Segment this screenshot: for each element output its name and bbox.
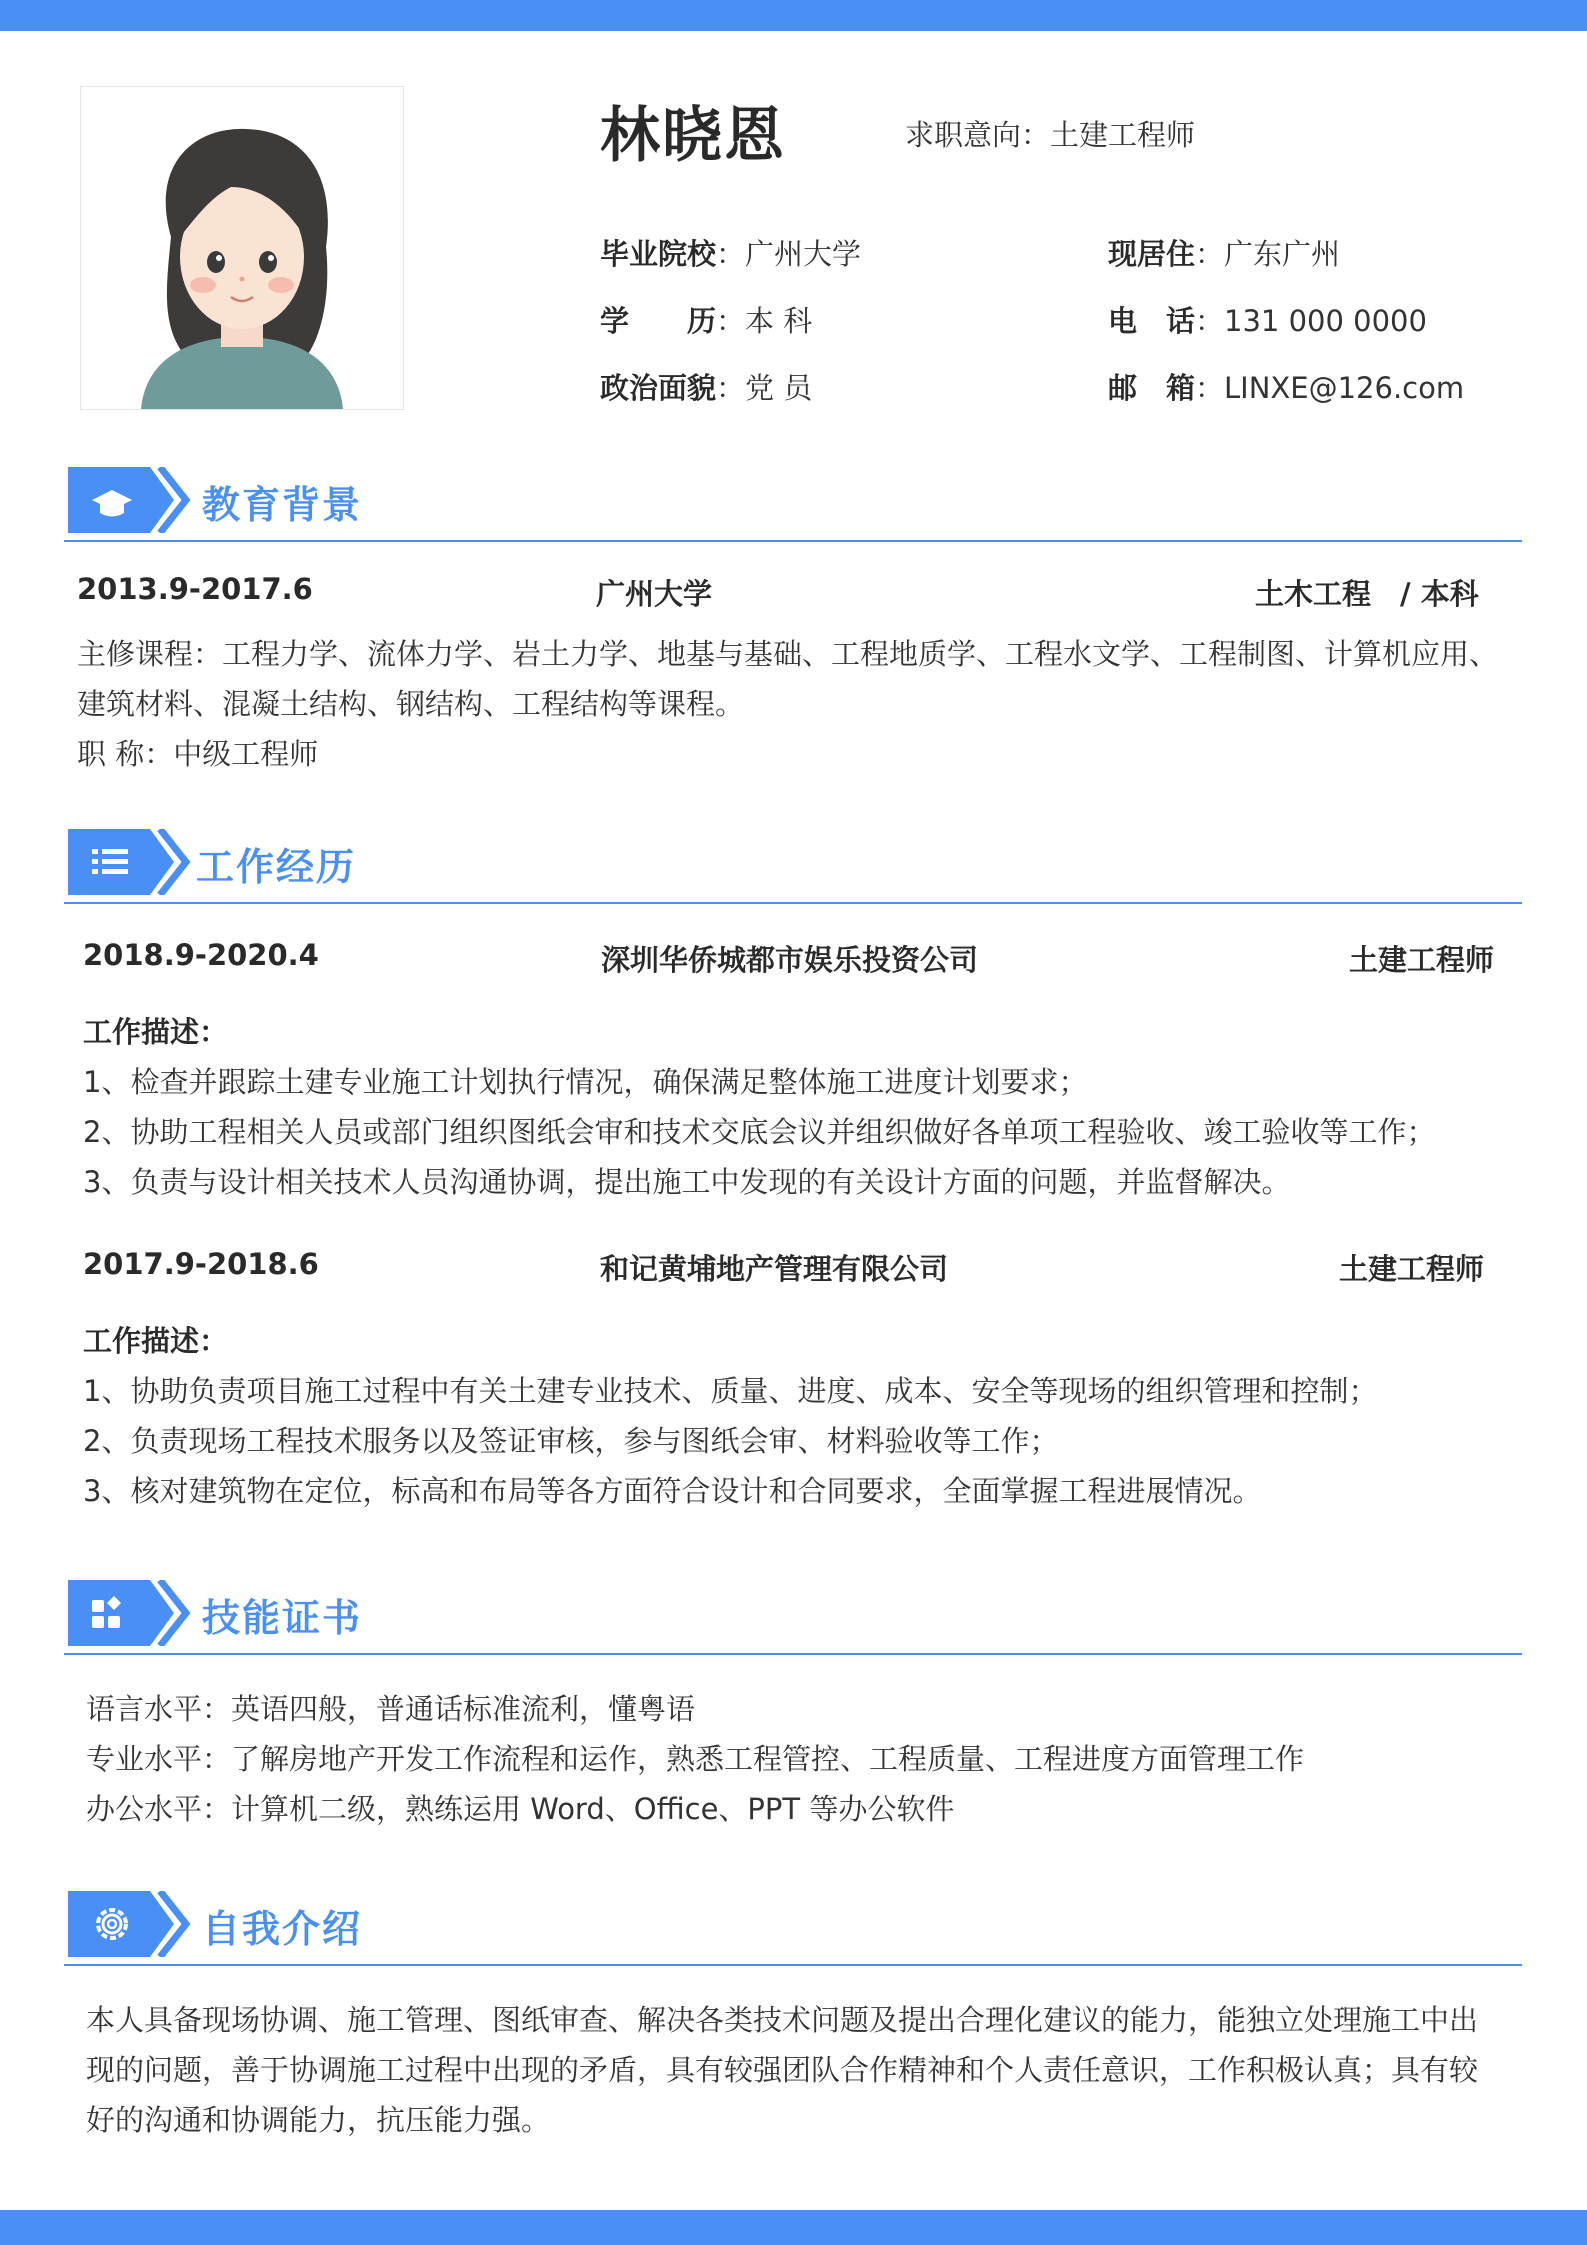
job-intent: 求职意向：土建工程师 [905,118,1196,152]
section-skills-header [64,1577,1522,1657]
bottom-accent-bar [0,2210,1587,2245]
section-about-header [64,1888,1522,1968]
info-degree [600,299,812,340]
education-title: 职 称：中级工程师 [77,737,319,771]
section-title: 工作经历 [196,845,357,889]
section-divider [64,1653,1522,1655]
job-role: 土建工程师 [1339,1252,1485,1286]
section-work-header [64,826,1522,906]
education-school: 广州大学 [596,577,713,611]
info-phone [1108,299,1427,340]
job-desc-item: 3、负责与设计相关技术人员沟通协调，提出施工中发现的有关设计方面的问题，并监督解决。 [83,1165,1291,1199]
info-value: ：广东广州 [1195,237,1341,271]
education-period: 2013.9-2017.6 [77,572,313,606]
info-value: ：广州大学 [716,237,862,271]
section-divider [64,902,1522,904]
job-company: 深圳华侨城都市娱乐投资公司 [601,943,979,977]
skill-item: 办公水平：计算机二级，熟练运用 Word、Office、PPT 等办公软件 [86,1792,955,1826]
job-company: 和记黄埔地产管理有限公司 [600,1252,949,1286]
skill-item: 语言水平：英语四般，普通话标准流利，懂粤语 [86,1692,696,1726]
section-title: 教育背景 [202,483,363,527]
section-divider [64,540,1522,542]
section-education-header [64,464,1522,544]
education-major: 土木工程 / 本科 [1255,577,1479,611]
education-courses-line: 主修课程：工程力学、流体力学、岩土力学、地基与基础、工程地质学、工程水文学、工程制图、计算机应用、 [77,637,1499,671]
job-period: 2018.9-2020.4 [83,938,319,972]
info-value: ：131 000 0000 [1195,304,1427,338]
job-desc-label: 工作描述： [83,1015,229,1049]
section-title: 技能证书 [202,1596,363,1640]
job-desc-item: 1、协助负责项目施工过程中有关土建专业技术、质量、进度、成本、安全等现场的组织管理和控制； [83,1374,1378,1408]
info-label: 政治面貌 [600,371,717,405]
job-desc-label: 工作描述： [83,1324,229,1358]
job-role: 土建工程师 [1349,943,1495,977]
section-divider [64,1964,1522,1966]
info-value: ：党 员 [716,371,813,405]
info-email [1108,366,1464,407]
job-desc-item: 3、核对建筑物在定位，标高和布局等各方面符合设计和合同要求，全面掌握工程进展情况。 [83,1474,1262,1508]
top-accent-bar [0,0,1587,31]
job-desc-item: 1、检查并跟踪土建专业施工计划执行情况，确保满足整体施工进度计划要求； [83,1065,1088,1099]
info-label: 毕业院校 [600,237,717,271]
info-label: 现居住 [1108,237,1196,271]
info-value: ：本 科 [716,304,813,338]
info-value: ：LINXE@126.com [1195,371,1465,405]
job-desc-item: 2、协助工程相关人员或部门组织图纸会审和技术交底会议并组织做好各单项工程验收、竣工验收等工作； [83,1115,1436,1149]
candidate-name: 林晓恩 [600,101,786,171]
job-desc-item: 2、负责现场工程技术服务以及签证审核，参与图纸会审、材料验收等工作； [83,1424,1059,1458]
job-period: 2017.9-2018.6 [83,1247,319,1281]
avatar [80,86,404,410]
info-politics [600,366,812,407]
info-label: 电 话 [1108,304,1196,338]
info-label: 邮 箱 [1108,371,1196,405]
section-title: 自我介绍 [202,1907,363,1951]
education-courses-line: 建筑材料、混凝土结构、钢结构、工程结构等课程。 [77,687,745,721]
skill-item: 专业水平：了解房地产开发工作流程和运作，熟悉工程管控、工程质量、工程进度方面管理工作 [86,1742,1305,1776]
info-label: 学 历 [600,304,717,338]
about-text: 本人具备现场协调、施工管理、图纸审查、解决各类技术问题及提出合理化建议的能力，能独立处理施工中出现的问题，善于协调施工过程中出现的矛盾，具有较强团队合作精神和个人责任意识，工作积极认真；具有较好的沟通和协调能力，抗压能力强。 [86,2003,1479,2137]
info-school [600,232,861,273]
info-residence [1108,232,1340,273]
